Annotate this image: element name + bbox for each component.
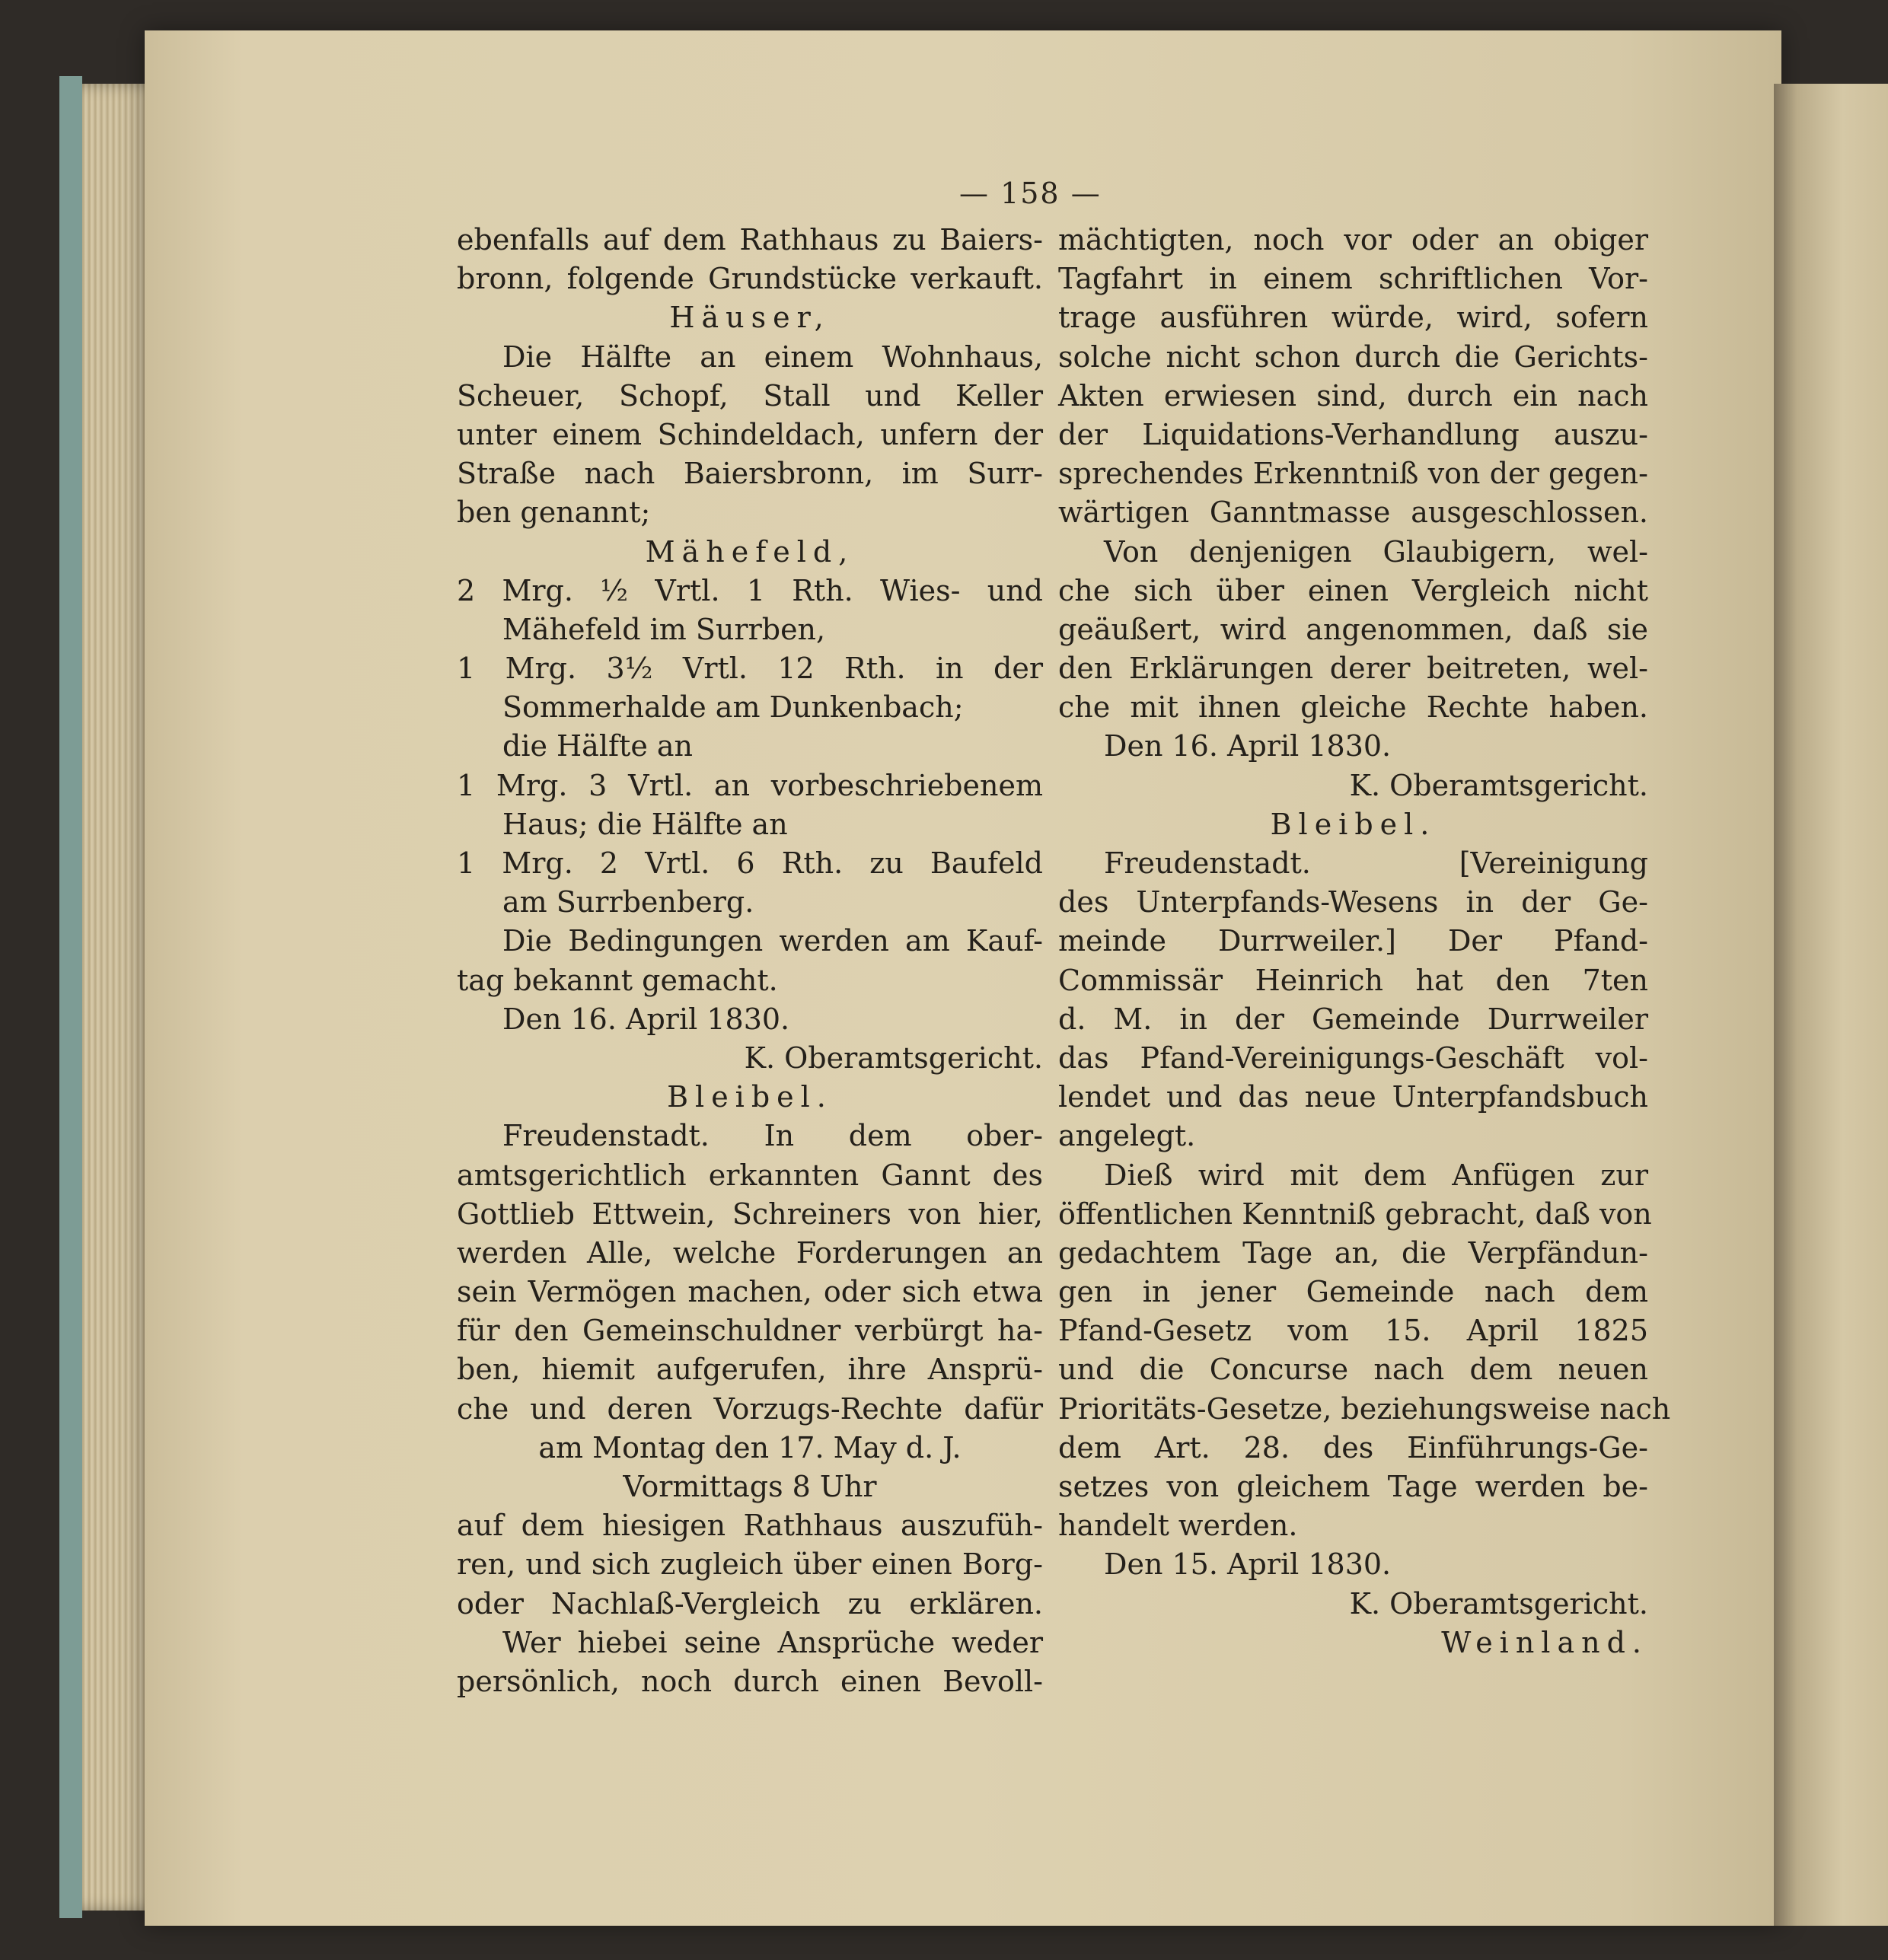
- date-line: Den 16. April 1830.: [502, 1002, 790, 1036]
- text-line: Sommerhalde am Dunkenbach;: [502, 690, 964, 725]
- text-line: trage ausführen würde, wird, sofern: [1058, 301, 1648, 335]
- text-line: wärtigen Ganntmasse ausgeschlossen.: [1058, 496, 1648, 530]
- text-line: 1 Mrg. 3½ Vrtl. 12 Rth. in der: [457, 652, 1043, 686]
- text-line: für den Gemeinschuldner verbürgt ha-: [457, 1314, 1043, 1348]
- text-line: ren, und sich zugleich über einen Borg-: [457, 1547, 1043, 1582]
- court-signature: K. Oberamtsgericht.: [1349, 768, 1648, 802]
- text-line: am Surrbenberg.: [502, 885, 754, 919]
- text-line: persönlich, noch durch einen Bevoll-: [457, 1664, 1043, 1698]
- text-line: auf dem hiesigen Rathhaus auszufüh-: [457, 1509, 1043, 1543]
- text-line: Prioritäts-Gesetze, beziehungsweise nach: [1058, 1391, 1671, 1426]
- text-line: ebenfalls auf dem Rathhaus zu Baiers-: [457, 223, 1043, 257]
- right-column: [1058, 221, 1671, 1662]
- text-line: Von denjenigen Glaubigern, wel-: [1104, 534, 1648, 569]
- text-line: Vormittags 8 Uhr: [623, 1470, 877, 1503]
- signature-name: Weinland.: [1441, 1625, 1648, 1659]
- text-line: dem Art. 28. des Einführungs-Ge-: [1058, 1430, 1648, 1464]
- text-line: Pfand-Gesetz vom 15. April 1825: [1058, 1314, 1648, 1348]
- text-line: das Pfand-Vereinigungs-Geschäft vol-: [1058, 1041, 1648, 1075]
- court-signature: K. Oberamtsgericht.: [1349, 1586, 1648, 1621]
- date-line: Den 16. April 1830.: [1104, 729, 1392, 763]
- text-line: ben genannt;: [457, 496, 651, 530]
- text-line: Freudenstadt. In dem ober-: [502, 1119, 1043, 1153]
- text-line: solche nicht schon durch die Gerichts-: [1058, 339, 1648, 374]
- text-line: sein Vermögen machen, oder sich etwa: [457, 1275, 1043, 1309]
- left-column: [457, 221, 1043, 1701]
- text-line: Freudenstadt. [Vereinigung: [1104, 846, 1648, 880]
- text-line: d. M. in der Gemeinde Durrweiler: [1058, 1002, 1648, 1036]
- text-line: che sich über einen Vergleich nicht: [1058, 573, 1648, 607]
- text-line: 1 Mrg. 2 Vrtl. 6 Rth. zu Baufeld: [457, 846, 1043, 880]
- page-number: — 158 —: [959, 177, 1102, 210]
- text-line: 1 Mrg. 3 Vrtl. an vorbeschriebenem: [457, 768, 1043, 802]
- text-line: und die Concurse nach dem neuen: [1058, 1353, 1648, 1387]
- text-line: Mähefeld im Surrben,: [502, 612, 826, 646]
- text-line: die Hälfte an: [502, 729, 694, 763]
- text-line: Gottlieb Ettwein, Schreiners von hier,: [457, 1197, 1043, 1231]
- text-line: werden Alle, welche Forderungen an: [457, 1235, 1043, 1270]
- text-line: Commissär Heinrich hat den 7ten: [1058, 963, 1648, 997]
- text-line: Die Bedingungen werden am Kauf-: [502, 924, 1043, 958]
- text-line: handelt werden.: [1058, 1509, 1298, 1543]
- court-signature: K. Oberamtsgericht.: [744, 1041, 1043, 1075]
- facing-page-edge: [1774, 84, 1888, 1926]
- text-line: Straße nach Baiersbronn, im Surr-: [457, 457, 1043, 491]
- signature-name: Bleibel.: [667, 1080, 833, 1114]
- book-cover-edge: [59, 76, 82, 1918]
- section-heading: Häuser,: [669, 301, 831, 335]
- date-line: Den 15. April 1830.: [1104, 1547, 1392, 1582]
- text-line: bronn, folgende Grundstücke verkauft.: [457, 262, 1043, 296]
- text-line: den Erklärungen derer beitreten, wel-: [1058, 652, 1648, 686]
- text-line: geäußert, wird angenommen, daß sie: [1058, 612, 1648, 646]
- text-line: setzes von gleichem Tage werden be-: [1058, 1470, 1648, 1503]
- text-line: amtsgerichtlich erkannten Gannt des: [457, 1158, 1043, 1192]
- text-line: che und deren Vorzugs-Rechte dafür: [457, 1391, 1043, 1426]
- text-line: öffentlichen Kenntniß gebracht, daß von: [1058, 1197, 1652, 1231]
- text-line: Akten erwiesen sind, durch ein nach: [1058, 378, 1648, 413]
- text-line: ben, hiemit aufgerufen, ihre Ansprü-: [457, 1353, 1043, 1387]
- text-line: Haus; die Hälfte an: [502, 807, 788, 841]
- text-line: tag bekannt gemacht.: [457, 963, 778, 997]
- text-line: oder Nachlaß-Vergleich zu erklären.: [457, 1586, 1043, 1621]
- text-line: Scheuer, Schopf, Stall und Keller: [457, 378, 1043, 413]
- text-line: der Liquidations-Verhandlung auszu-: [1058, 417, 1648, 451]
- text-line: meinde Durrweiler.] Der Pfand-: [1058, 924, 1648, 958]
- signature-name: Bleibel.: [1270, 807, 1437, 841]
- text-line: Wer hiebei seine Ansprüche weder: [502, 1625, 1043, 1659]
- text-line: lendet und das neue Unterpfandsbuch: [1058, 1080, 1648, 1114]
- text-line: gen in jener Gemeinde nach dem: [1058, 1275, 1648, 1309]
- text-line: unter einem Schindeldach, unfern der: [457, 417, 1043, 451]
- section-heading: Mähefeld,: [645, 534, 855, 569]
- text-line: mächtigten, noch vor oder an obiger: [1058, 223, 1648, 257]
- text-line: sprechendes Erkenntniß von der gegen-: [1058, 457, 1648, 491]
- text-line: che mit ihnen gleiche Rechte haben.: [1058, 690, 1648, 725]
- text-line: angelegt.: [1058, 1119, 1196, 1153]
- text-line: Dieß wird mit dem Anfügen zur: [1104, 1158, 1648, 1192]
- text-line: 2 Mrg. ½ Vrtl. 1 Rth. Wies- und: [457, 573, 1043, 607]
- text-line: Tagfahrt in einem schriftlichen Vor-: [1058, 262, 1648, 296]
- text-line: des Unterpfands-Wesens in der Ge-: [1058, 885, 1648, 919]
- text-line: gedachtem Tage an, die Verpfändun-: [1058, 1235, 1648, 1270]
- text-line: am Montag den 17. May d. J.: [538, 1430, 962, 1464]
- text-line: Die Hälfte an einem Wohnhaus,: [502, 339, 1043, 374]
